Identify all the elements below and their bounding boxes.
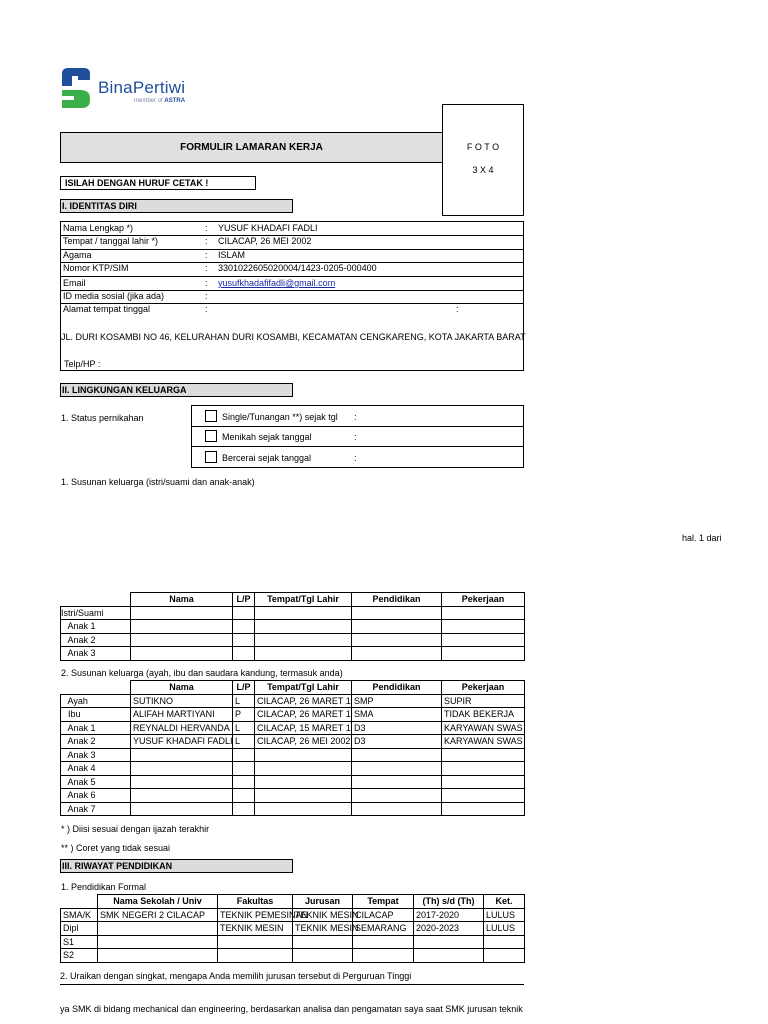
family2-table — [60, 680, 525, 816]
table-cell[interactable]: S1 — [61, 935, 98, 949]
photo-box — [442, 104, 524, 216]
photo-size: 3 X 4 — [472, 165, 494, 175]
table-row[interactable] — [61, 775, 525, 789]
table-cell[interactable]: S2 — [61, 949, 98, 963]
formal-education-label: 1. Pendidikan Formal — [61, 882, 147, 892]
family1-body — [61, 606, 525, 660]
table-row[interactable] — [61, 908, 525, 922]
identity-row: Nama Lengkap *) : YUSUF KHADAFI FADLI — [61, 222, 523, 236]
table-cell[interactable]: SMK NEGERI 2 CILACAP — [98, 908, 218, 922]
table-cell[interactable]: REYNALDI HERVANDA — [131, 721, 233, 735]
table-cell[interactable] — [233, 802, 255, 816]
table-cell[interactable]: D3 — [352, 721, 442, 735]
logo-name: BinaPertiwi — [98, 78, 186, 97]
table-cell[interactable] — [233, 789, 255, 803]
ktp-value[interactable]: 3301022605020004/1423-0205-000400 — [218, 263, 377, 273]
page-note: hal. 1 dari — [682, 533, 722, 543]
table-header-row: Nama L/P Tempat/Tgl Lahir Pendidikan Pekerjaan — [61, 681, 525, 695]
table-cell[interactable]: SMA/K — [61, 908, 98, 922]
family1-label: 1. Susunan keluarga (istri/suami dan anak-anak) — [61, 477, 255, 487]
table-cell[interactable] — [255, 789, 352, 803]
table-cell[interactable]: SUPIR — [442, 694, 525, 708]
full-name-value[interactable]: YUSUF KHADAFI FADLI — [218, 223, 318, 233]
table-cell[interactable]: KARYAWAN SWAS — [442, 735, 525, 749]
table-row[interactable]: Anak 2 — [61, 633, 525, 647]
status-option[interactable]: Menikah sejak tanggal : — [192, 427, 523, 447]
table-cell[interactable] — [131, 762, 233, 776]
table-row[interactable] — [61, 721, 525, 735]
identity-row: Alamat tempat tinggal : : — [63, 304, 459, 314]
table-cell[interactable] — [442, 775, 525, 789]
table-header-row: Nama L/P Tempat/Tgl Lahir Pendidikan Pekerjaan — [61, 593, 525, 607]
table-row[interactable]: Anak 1 — [61, 620, 525, 634]
family1-table — [60, 592, 525, 661]
table-cell[interactable]: Anak 2 — [61, 735, 131, 749]
identity-row: Agama : ISLAM — [61, 249, 523, 263]
table-cell[interactable]: L — [233, 735, 255, 749]
table-cell[interactable] — [442, 789, 525, 803]
table-cell[interactable] — [255, 802, 352, 816]
table-cell[interactable] — [255, 775, 352, 789]
table-cell[interactable] — [484, 949, 525, 963]
checkbox-icon[interactable] — [205, 451, 217, 463]
table-cell[interactable] — [414, 935, 484, 949]
form-title-box — [60, 132, 443, 163]
photo-label: F O T O — [466, 142, 500, 152]
table-row[interactable] — [61, 708, 525, 722]
status-option[interactable]: Bercerai sejak tanggal : — [192, 447, 523, 467]
table-cell[interactable] — [484, 935, 525, 949]
identity-box — [60, 221, 524, 371]
identity-row: Nomor KTP/SIM : 3301022605020004/1423-0205-000400 — [61, 262, 523, 277]
table-cell[interactable]: Ibu — [61, 708, 131, 722]
identity-row: Tempat / tanggal lahir *) : CILACAP, 26 MEI 2002 — [61, 235, 523, 250]
table-row[interactable] — [61, 935, 525, 949]
table-cell[interactable] — [255, 762, 352, 776]
religion-value[interactable]: ISLAM — [218, 250, 246, 260]
table-row[interactable]: Anak 3 — [61, 647, 525, 661]
table-row[interactable] — [61, 735, 525, 749]
table-cell[interactable] — [353, 949, 414, 963]
note-ijazah: * ) Diisi sesuai dengan ijazah terakhir — [61, 824, 210, 834]
table-cell[interactable] — [353, 935, 414, 949]
education-table — [60, 894, 525, 963]
instruction-text: ISILAH DENGAN HURUF CETAK ! — [65, 178, 209, 188]
section-family-title: II. LINGKUNGAN KELUARGA — [60, 383, 293, 397]
table-cell[interactable] — [131, 802, 233, 816]
note-coret: ** ) Coret yang tidak sesuai — [61, 843, 171, 853]
table-cell[interactable]: SEMARANG — [353, 922, 414, 936]
checkbox-icon[interactable] — [205, 410, 217, 422]
address-value[interactable]: JL. DURI KOSAMBI NO 46, KELURAHAN DURI KOSAMBI, KECAMATAN CENGKARENG, KOTA JAKARTA BARAT — [61, 332, 526, 342]
table-row[interactable] — [61, 802, 525, 816]
table-cell[interactable]: SUTIKNO — [131, 694, 233, 708]
table-cell[interactable]: D3 — [352, 735, 442, 749]
table-cell[interactable]: LULUS — [484, 922, 525, 936]
logo-tagline: member of ASTRA — [134, 98, 186, 104]
family2-body — [61, 694, 525, 816]
table-cell[interactable] — [352, 775, 442, 789]
table-cell[interactable] — [233, 762, 255, 776]
table-cell[interactable]: Anak 3 — [61, 748, 131, 762]
table-cell[interactable]: TEKNIK PEMESINAN — [218, 908, 293, 922]
table-cell[interactable] — [131, 748, 233, 762]
table-cell[interactable]: P — [233, 708, 255, 722]
phone-label: Telp/HP : — [64, 359, 101, 369]
table-cell[interactable]: 2017-2020 — [414, 908, 484, 922]
table-cell[interactable]: Ayah — [61, 694, 131, 708]
table-cell[interactable]: YUSUF KHADAFI FADLI — [131, 735, 233, 749]
company-logo — [60, 66, 210, 112]
table-cell[interactable]: CILACAP, 26 MEI 2002 — [255, 735, 352, 749]
table-cell[interactable] — [255, 748, 352, 762]
table-row[interactable] — [61, 789, 525, 803]
table-cell[interactable]: SMP — [352, 694, 442, 708]
marital-status-label: 1. Status pernikahan — [61, 413, 144, 423]
table-cell[interactable] — [414, 949, 484, 963]
table-cell[interactable]: Anak 5 — [61, 775, 131, 789]
table-cell[interactable] — [98, 922, 218, 936]
table-row[interactable] — [61, 922, 525, 936]
table-row[interactable] — [61, 748, 525, 762]
instruction-box — [60, 176, 256, 190]
table-cell[interactable] — [352, 789, 442, 803]
table-cell[interactable]: Anak 7 — [61, 802, 131, 816]
table-cell[interactable]: Anak 4 — [61, 762, 131, 776]
table-cell[interactable] — [293, 949, 353, 963]
table-cell[interactable] — [218, 935, 293, 949]
family2-label: 2. Susunan keluarga (ayah, ibu dan saudara kandung, termasuk anda) — [61, 668, 343, 678]
table-cell[interactable] — [352, 748, 442, 762]
table-cell[interactable] — [233, 775, 255, 789]
table-cell[interactable] — [233, 748, 255, 762]
table-cell[interactable]: SMA — [352, 708, 442, 722]
table-cell[interactable]: CILACAP, 26 MARET 1 — [255, 708, 352, 722]
table-cell[interactable] — [98, 949, 218, 963]
table-cell[interactable]: ALIFAH MARTIYANI — [131, 708, 233, 722]
table-cell[interactable]: CILACAP — [353, 908, 414, 922]
table-cell[interactable] — [442, 802, 525, 816]
table-cell[interactable]: TEKNIK MESIN — [293, 908, 353, 922]
table-cell[interactable]: Dipl — [61, 922, 98, 936]
email-link[interactable]: yusufkhadafifadli@gmail.com — [218, 278, 336, 288]
table-cell[interactable]: TIDAK BEKERJA — [442, 708, 525, 722]
table-cell[interactable] — [352, 802, 442, 816]
form-title: FORMULIR LAMARAN KERJA — [180, 142, 323, 153]
table-cell[interactable]: LULUS — [484, 908, 525, 922]
table-cell[interactable] — [442, 762, 525, 776]
section-identity-title: I. IDENTITAS DIRI — [60, 199, 293, 213]
table-cell[interactable] — [218, 949, 293, 963]
table-cell[interactable]: TEKNIK MESIN — [293, 922, 353, 936]
identity-row: ID media sosial (jika ada) : — [61, 290, 523, 304]
table-cell[interactable] — [352, 762, 442, 776]
table-row[interactable]: Istri/Suami — [61, 606, 525, 620]
checkbox-icon[interactable] — [205, 430, 217, 442]
table-cell[interactable]: KARYAWAN SWAS — [442, 721, 525, 735]
table-cell[interactable] — [131, 789, 233, 803]
table-row[interactable] — [61, 949, 525, 963]
status-option[interactable]: Single/Tunangan **) sejak tgl : — [192, 406, 523, 427]
marital-status-box — [191, 405, 524, 468]
table-cell[interactable]: L — [233, 721, 255, 735]
section-education-title: III. RIWAYAT PENDIDIKAN — [60, 859, 293, 873]
table-cell[interactable] — [293, 935, 353, 949]
table-cell[interactable]: TEKNIK MESIN — [218, 922, 293, 936]
question-2: 2. Uraikan dengan singkat, mengapa Anda memilih jurusan tersebut di Perguruan Tinggi — [60, 971, 524, 985]
table-cell[interactable]: CILACAP, 26 MARET 1 — [255, 694, 352, 708]
logo-mark-icon — [60, 66, 92, 110]
education-body — [61, 908, 525, 962]
table-cell[interactable] — [131, 775, 233, 789]
table-cell[interactable]: L — [233, 694, 255, 708]
table-row[interactable] — [61, 762, 525, 776]
table-cell[interactable]: CILACAP, 15 MARET 1 — [255, 721, 352, 735]
table-cell[interactable]: Anak 1 — [61, 721, 131, 735]
table-cell[interactable]: Anak 6 — [61, 789, 131, 803]
birth-value[interactable]: CILACAP, 26 MEI 2002 — [218, 236, 312, 246]
answer-2[interactable]: ya SMK di bidang mechanical dan engineering, berdasarkan analisa dan pengamatan saya saat SMK jurusan teknik — [60, 1004, 523, 1014]
identity-row: Email : yusufkhadafifadli@gmail.com — [61, 276, 523, 291]
table-cell[interactable] — [98, 935, 218, 949]
table-row[interactable] — [61, 694, 525, 708]
table-header-row: Nama Sekolah / Univ Fakultas Jurusan Tempat (Th) s/d (Th) Ket. — [61, 895, 525, 909]
table-cell[interactable]: 2020-2023 — [414, 922, 484, 936]
table-cell[interactable] — [442, 748, 525, 762]
